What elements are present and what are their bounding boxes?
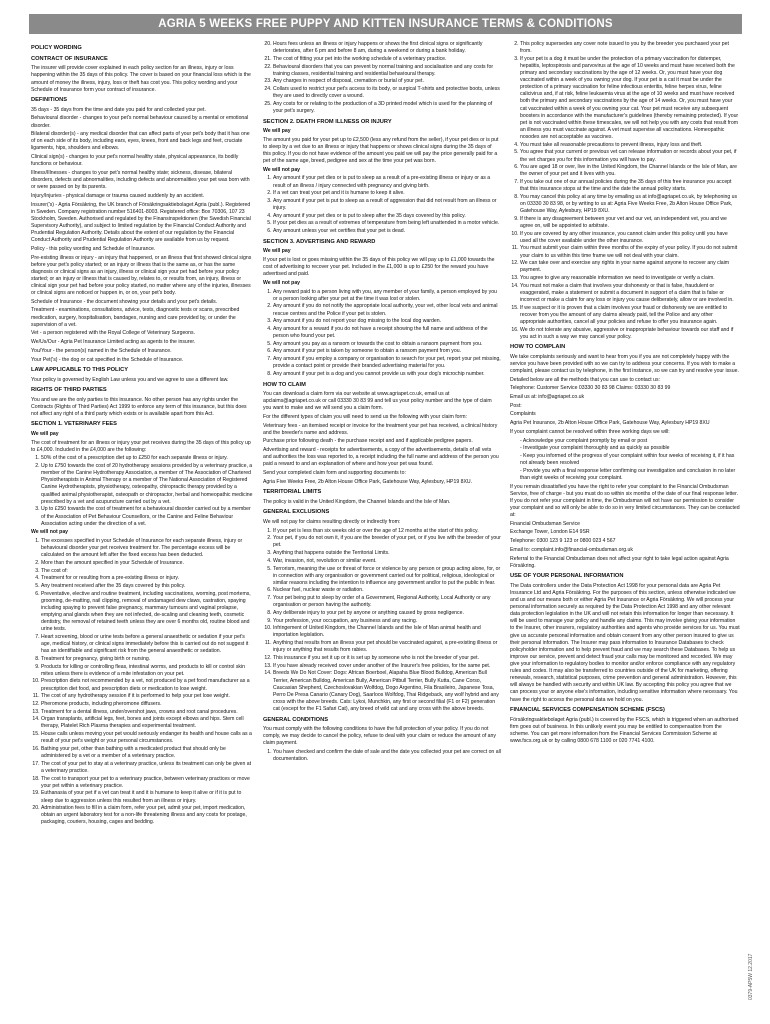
definition-item: Schedule of Insurance - the document showing your details and your pet's details. (31, 298, 218, 305)
exclusions-list (263, 528, 501, 713)
list-item: 11. The cost of any hydrotherapy session if it is performed to help your pet lose weight. (41, 693, 253, 700)
list-item: 4. Treatment for or resulting from a pre-existing illness or injury. (41, 575, 253, 582)
list-item: 6. Any amount if your pet is taken by someone to obtain a ransom payment from you. (273, 348, 501, 355)
list-item: 21. The cost of fitting your pet into the working schedule of a veterinary practice. (273, 56, 501, 63)
list-item: 20. Hours fees unless an illness or injury happens or shows the first clinical signs or significantly deteriorates, after 6 pm and before 8 am, during a weekend or during a bank holiday. (273, 41, 501, 55)
section2-will-pay-text: The amount you paid for your pet up to £2,500 (less any refund from the seller), if your pet dies or is put to sleep by a vet due to an illness or injury that happens or shows clinical signs during the 35 days of this policy. If you do not have evidence of the amount you paid we will pay the price generally paid for a pet of the same age, breed, pedigree and sex at the time your pet was born. (263, 136, 499, 165)
contract-heading: CONTRACT OF INSURANCE (31, 55, 108, 62)
fscs-heading: FINANCIAL SERVICES COMPENSATION SCHEME (FSCS) (510, 707, 665, 714)
section1-continued-list (263, 41, 501, 115)
list-item: 3. The cost of: (41, 568, 253, 575)
definition-item: We/Us/Our - Agria Pet Insurance Limited acting as agents to the insurer. (31, 339, 196, 346)
list-item: 3. If your pet is a dog it must be under the protection of a primary vaccination for distemper, hepatitis, leptospirosis and parvovirus at the age of 10 weeks and must have received both the primary and secondary vaccinations by the age of 12 weeks. Or, you must have your dog vaccinated within a week of you owning your dog. If your pet is a cat it must be under the protection of a primary vaccination for feline infectious enteritis, feline herpes virus, feline calicivirus and, if at risk, feline leukaemia virus at the age of 10 weeks and must have received both the primary and secondary vaccinations by the age of 14 weeks. Or, you must have your cat vaccinated within a week of you owning your cat. Your pet must receive any subsequent boosters in accordance with the manufacturer's guidelines (thereby remaining protected). If your pet is not vaccinated within these timescales, we will not help you with any costs that result from an illness you must vaccinate against. A vet must supervise all vaccinations. Homeopathic nosodes are not acceptable as vaccines. (520, 56, 740, 141)
list-item: 8. Any amount if your pet is a dog and you cannot provide us with your dog's microchip number. (273, 371, 501, 378)
list-item: 19. Euthanasia of your pet if a vet can treat it and it is humane to keep it alive or if it is put to sleep due to aggression unless this resulted from an illness or injury. (41, 790, 253, 804)
list-item: 6. Any amount unless your vet certifies that your pet is dead. (273, 228, 501, 235)
list-item: 22. Behavioural disorders that you can prevent by normal training and socialisation and any costs for training classes, residential training and residential behavioural therapy. (273, 64, 501, 78)
list-item: 5. If your pet dies as a result of extremes of temperature from being left unattended in a motor vehicle. (273, 220, 501, 227)
definition-item: Insurer('s) - Agria Försäkring, the UK branch of Försäkringsaktiebolaget Agria (publ.). Registered in Sweden. Company registration number 516401-8003. Registered office: Box 70306, 107 23 Stockholm, Sweden. Authorised and regulated by the Finansinspektionen (the Swedish Financial Supervisory Authority), and subject to limited regulation by the Financial Conduct Authority and Prudential Regulation Authority. Details about the extent of our regulation by the Financial Conduct Authority and Prudential Regulation Authority are available from us by request. (31, 201, 251, 244)
complain-post-label: Post: (510, 402, 522, 409)
list-item: 10. Prescription diets not recommended by a vet, not produced by a pet food manufacturer as a prescription diet food, and prescription diets or medication to lose weight. (41, 678, 253, 692)
list-item: 18. The cost to transport your pet to a veterinary practice, between veterinary practices or move your pet within a veterinary practice. (41, 776, 253, 790)
complain-text-1: We take complaints seriously and want to hear from you if you are not completely happy with the service you have been provided with so we can try to address your concerns. If you wish to make a complaint, please contact us by telephone, in the first instance, so we can try and resolve your issue. (510, 353, 739, 374)
exclusions-heading: GENERAL EXCLUSIONS (263, 509, 330, 516)
list-item: 14. You must not make a claim that involves your dishonesty or that is false, fraudulent or exaggerated, make a statement or submit a document in support of a claim that is false or incorrect or make a claim for any loss or injury you cause deliberately, allow or are involved in. (520, 283, 740, 304)
list-item: 1. 50% of the cost of a prescription diet up to £250 for each separate illness or injury. (41, 455, 253, 462)
claim-text-6: Send your completed claim form and supporting documents to: (263, 470, 406, 477)
conditions-list (263, 749, 501, 763)
conditions-heading: GENERAL CONDITIONS (263, 716, 328, 723)
list-item: 5. Any treatment received after the 35 days covered by this policy. (41, 583, 253, 590)
list-item: 1. Any reward paid to a person living with you, any member of your family, a person employed by you or a person looking after your pet at the time it was lost or stolen. (273, 289, 501, 303)
list-item: - Investigate your complaint thoroughly and as quickly as possible (520, 445, 740, 452)
list-item: 14. Breeds We Do Not Cover: Dogs: African Boerboel, Alapaha Blue Blood Bulldog, American Bull Terrier, American Bulldog, American Bully, American Pitbull Terrier, Bully Kutta, Cane Corso, Caucasian Shepherd, Czechoslovakian Wolfdog, Dogo Argentino, Fila Brasileiro, Japanese Tosa, Perro De Presa Canario (Canary Dog), Saarloos Wolfdog, Thai Ridgeback, any wolf hybrid and any cross with the above breeds. Cats: Lykoi, Munchkin, any first or second filial (F1 or F2) generation cat (except for the F1 Safari Cat), any breed of wild cat and any cross with the above breeds. (273, 670, 501, 713)
definition-item: Injury/Injuries - physical damage or trauma caused suddenly by an accident. (31, 192, 205, 199)
list-item: 16. Bathing your pet, other than bathing with a medicated product that should only be administered by a vet or a member of a veterinary practice. (41, 746, 253, 760)
complain-steps-list (510, 438, 740, 482)
list-item: 12. We can take over and exercise any rights in your name against anyone to recover any claim payment. (520, 260, 740, 274)
list-item: 13. Treatment for a dental illness, under/overshot jaws, crowns and root canal procedures. (41, 709, 253, 716)
list-item: 25. Any costs for or relating to the production of a 3D printed model which is used for the planning of your pet's surgery. (273, 101, 501, 115)
list-item: 1. Any amount if your pet dies or is put to sleep as a result of a pre-existing illness or injury or as a result of an illness / injury connected with pregnancy and giving birth. (273, 175, 501, 189)
territorial-text: The policy is valid in the United Kingdom, the Channel Islands and the Isle of Man. (263, 498, 451, 505)
section2-wont-pay-list (263, 175, 501, 235)
list-item: 2. This policy supersedes any cover note issued to you by the breeder you purchased your pet from. (520, 41, 740, 55)
list-item: - Keep you informed of the progress of your complaint within four weeks of receiving it, if it has not already been resolved (520, 453, 740, 467)
law-text: Your policy is governed by English Law unless you and we agree to use a different law. (31, 376, 229, 383)
list-item: 2. If a vet can treat your pet and it is humane to keep it alive. (273, 190, 501, 197)
definitions-list (31, 107, 253, 364)
personal-info-heading: USE OF YOUR PERSONAL INFORMATION (510, 573, 624, 580)
list-item: 2. Up to £750 towards the cost of 20 hydrotherapy sessions provided by a veterinary practice, a member of the Canine Hydrotherapy Association, a member of The Association of Chartered Physiotherapists in Animal Therapy or a member of The National Association of Registered Canine Hydrotherapists, physiotherapy, osteopathy, chiropractic therapy provided by a qualified animal physiotherapist, osteopath or chiropractor, herbal and homeopathic medicine prescribed by a vet and acupuncture carried out by a vet. (41, 463, 253, 506)
list-item: 3. Anything that happens outside the Territorial Limits. (273, 550, 501, 557)
section1-will-pay-text: The cost of treatment for an illness or injury your pet receives during the 35 days of this policy up to £4,000. Included in the £4,000 are the following: (31, 439, 251, 453)
complain-post-dept: Complaints (510, 411, 536, 418)
list-item: 8. Any deliberate injury to your pet by anyone or anything caused by gross negligence. (273, 610, 501, 617)
list-item: 5. Any amount you pay as a ransom or towards the cost to obtain a ransom payment from you. (273, 341, 501, 348)
list-item: 8. Treatment for pregnancy, giving birth or nursing. (41, 656, 253, 663)
list-item: 3. Up to £250 towards the cost of treatment for a behavioural disorder carried out by a member of the Association of Pet Behaviour Counsellors, or the Canine and Feline Behaviour Association acting under the direction of a vet. (41, 506, 253, 527)
list-item: 7. Your pet being put to sleep by order of a Government, Regional Authority, Local Authority or any organisation or person having the authority. (273, 595, 501, 609)
claim-text-3: Veterinary fees - an itemised receipt or invoice for the treatment your pet has received, a clinical history and the breeder's name and address. (263, 422, 498, 436)
list-item: 7. Heart screening, blood or urine tests before a general anaesthetic or sedation if your pet's age, medical history, or clinical signs immediately before this is carried out do not suggest it has an identifiable and significant risk from the general anaesthetic or sedation. (41, 634, 253, 655)
complain-post-address: Agria Pet Insurance, 2b Alton House Office Park, Gatehouse Way, Aylesbury HP19 8XU (510, 420, 710, 427)
definition-item: You/Your - the person(s) named in the Schedule of Insurance. (31, 347, 172, 354)
definition-item: 35 days - 35 days from the time and date you paid for and collected your pet. (31, 106, 206, 113)
territorial-heading: TERRITORIAL LIMITS (263, 489, 322, 496)
column-left (31, 41, 253, 828)
list-item: 5. You agree that your current or previous vet can release information or records about your pet, if the vet charges you for this information you will have to pay. (520, 149, 740, 163)
personal-info-text: The Data controllers under the Data Protection Act 1998 for your personal data are Agria Pet Insurance Ltd and Agria Försäkring. For the purposes of this section, unless otherwise indicated we and us and our means both or either Agria Pet Insurance or Agria Försäkring. We will process your personal information securely as required by the Data Protection Act 1998 and any other relevant data protection legislation in the UK and will not retain this information for longer than necessary. It will be used to manage your policy and handle any claims. This may involve giving your information to the Insurer, other insurers, regulatory authorities and agents who provide services for us. You must give us accurate personal information and obtain consent from any other person insured to give us their personal information. The Insurer may pass information to Insurance Databases to check policyholder information and to help prevent fraud and we may search these Databases. To help us improve our service, prevent and detect fraud your calls may be monitored and recorded. We may give your information to regulatory bodies to monitor and/or enforce compliance with any regulatory rules and codes. It may also be transferred to countries outside of the UK for marketing, offering renewals, research, statistical purposes, crime prevention and general administration. However, this will always be handled with security and within UK law. By accepting this policy you agree that we can process your or anyone else's information, including sensitive information where necessary. You have the right to access the personal data we hold on you. (510, 582, 740, 703)
definition-item: Vet - a person registered with the Royal College of Veterinary Surgeons. (31, 330, 196, 337)
fscs-text: Försäkringsaktiebolaget Agria (publ.) is covered by the FSCS, which is triggered when an authorised firm goes out of business. In this unlikely event you may be entitled to compensation from the scheme. You can get more information from the Financial Services Commission Scheme at www.fscs.org.uk or by calling 0800 678 1100 or 020 7741 4100. (510, 716, 739, 744)
list-item: 12. Pheromone products, including pheromone diffusers. (41, 701, 253, 708)
fos-name: Financial Ombudsman Service (510, 520, 580, 527)
list-item: 4. War, invasion, riot, revolution or similar event. (273, 558, 501, 565)
complain-phone: Telephone: Customer Service 03330 30 83 98 Claims: 03330 30 83 99 (510, 385, 671, 392)
list-item: - Acknowledge your complaint promptly by email or post (520, 438, 740, 445)
section3-heading: SECTION 3. ADVERTISING AND REWARD (263, 238, 376, 245)
list-item: 15. If we suspect or it is proven that a claim involves your fraud or dishonesty we are entitled to recover from you the amount of any claims already paid, tell the Police and any other appropriate authorities, cancel all your policies and refuse to offer you insurance again. (520, 305, 740, 326)
list-item: 2. Any amount if you do not notify the appropriate local authority, your vet, other local vets and animal rescue centres and the Police if your pet is stolen. (273, 303, 501, 317)
fos-address: Exchange Tower, London E14 9SR (510, 529, 590, 536)
definition-item: Policy - this policy wording and Schedule of Insurance. (31, 245, 156, 252)
document-code: 0379-AP5W 12.2017 (748, 953, 754, 1000)
list-item: 1. The excesses specified in your Schedule of Insurance for each separate illness, injury or behavioural disorder your pet receives treatment for. The percentage excess will be calculated on the amount left after the fixed excess has been deducted. (41, 538, 253, 559)
list-item: 7. If you take out one of our annual policies during the 35 days of this free insurance you accept that this insurance stops at the time and the date the annual policy starts. (520, 179, 740, 193)
list-item: 2. Your pet, if you do not own it, if you are the breeder of your pet, or if you live with the breeder of your pet. (273, 535, 501, 549)
list-item: 6. You are aged 18 or over, live in the United Kingdom, the Channel Islands or the Isle of Man, are the owner of your pet and it lives with you. (520, 164, 740, 178)
list-item: 10. Infringement of United Kingdom, the Channel Islands and the Isle of Man animal health and importation legislation. (273, 625, 501, 639)
list-item: 2. More than the amount specified in your Schedule of Insurance. (41, 560, 253, 567)
law-heading: LAW APPLICABLE TO THIS POLICY (31, 367, 129, 374)
exclusions-intro: We will not pay for claims resulting directly or indirectly from: (263, 518, 401, 525)
list-item: 23. Any charges in respect of disposal, cremation or burial of your pet. (273, 78, 501, 85)
list-item: 4. Any amount for a reward if you do not have a receipt showing the full name and address of the person who found your pet. (273, 326, 501, 340)
section1-wont-pay-list (31, 538, 253, 827)
section1-will-pay-heading: We will pay (31, 430, 59, 437)
list-item: 15. House calls unless moving your pet would seriously endanger its health and house calls as a result of your pet's weight or your personal circumstances. (41, 731, 253, 745)
conditions-intro: You must comply with the following conditions to have the full protection of your policy. If you do not comply, we may decide to cancel the policy, refuse to deal with your claim or reduce the amount of any claim payment. (263, 726, 496, 747)
conditions-continued-list (510, 41, 740, 341)
claim-text-2: For the different types of claim you will need to send us the following with your claim form: (263, 413, 467, 420)
list-item: 7. Any amount if you employ a company or organisation to search for your pet, report your pet missing, provide a contact point or provide their branded advertising material for you. (273, 356, 501, 370)
list-item: 6. Nuclear fuel, nuclear waste or radiation. (273, 587, 501, 594)
how-to-complain-heading: HOW TO COMPLAIN (510, 344, 566, 351)
list-item: 11. Anything that results from an illness your pet should be vaccinated against, a pre-existing illness or injury or anything that results from rabies. (273, 640, 501, 654)
complain-email: Email us at: info@agriapet.co.uk (510, 394, 585, 401)
policy-wording-heading: POLICY WORDING (31, 44, 82, 51)
page-title: AGRIA 5 WEEKS FREE PUPPY AND KITTEN INSURANCE TERMS & CONDITIONS (29, 14, 742, 34)
list-item: 4. You must take all reasonable precautions to prevent illness, injury loss and theft. (520, 142, 740, 149)
section1-will-pay-list (31, 455, 253, 527)
column-middle (263, 41, 501, 765)
section1-wont-pay-heading: We will not pay (31, 529, 69, 536)
claim-address: Agria Five Weeks Free, 2b Alton House Office Park, Gatehouse Way, Aylesbury, HP19 8XU. (263, 478, 473, 485)
complain-text-2: Detailed below are all the methods that you can use to contact us: (510, 376, 661, 383)
definition-item: Bilateral disorder(s) - any medical disorder that can affect parts of your pet's body that it has one of on each side of its body, including ears, eyes, knees, front and back legs and feet, cruciate ligaments, hips, shoulders and elbows. (31, 131, 250, 152)
section3-wont-pay-list (263, 289, 501, 378)
list-item: 14. Organ transplants, artificial legs, feet, bones and joints except elbows and hips. Stem cell therapy, Platelet Rich Plasma therapies and experimental treatment. (41, 716, 253, 730)
list-item: 13. You agree to give any reasonable information we need to investigate or verify a claim. (520, 275, 740, 282)
section2-wont-pay-heading: We will not pay (263, 166, 301, 173)
complain-text-4: If you remain dissatisfied you have the right to refer your complaint to the Financial Ombudsman Service, free of charge - but you must do so within six months of the date of our final response letter. If you do not refer your complaint in time, the Ombudsman will not have our permission to consider your complaint and so will only be able to do so in very limited circumstances. They can be contacted at: (510, 483, 740, 519)
section1-heading: SECTION 1. VETERINARY FEES (31, 421, 117, 428)
fos-email: Email to: complaint.info@financial-ombudsman.org.uk (510, 546, 633, 553)
list-item: 1. You have checked and confirm the date of sale and the date you collected your pet are correct on all documentation. (273, 749, 501, 763)
list-item: 3. Any amount if your pet is put to sleep as a result of aggression that did not result from an illness or injury. (273, 198, 501, 212)
column-right (510, 41, 740, 747)
definition-item: Treatment - examinations, consultations, advice, tests, diagnostic tests or scans, prescribed medication, surgery, hospitalisation, bandages, nursing and care provided by, or under the supervision of a vet. (31, 307, 240, 328)
contract-text: The insurer will provide cover explained in each policy section for an illness, injury or loss happening within the 35 days of this policy. The cover is based on your financial loss which is the amount of money the illness, injury, loss or theft has cost you. This policy wording and your Schedule of Insurance form your contract of insurance. (31, 65, 251, 93)
section3-will-pay-text: If your pet is lost or goes missing within the 35 days of this policy we will pay up to £1,000 towards the cost of advertising to recover your pet. Included in the £1,000 is up to £250 for the reward you have advertised and paid. (263, 256, 495, 278)
definitions-heading: DEFINITIONS (31, 97, 68, 104)
list-item: 9. Products for killing or controlling fleas, intestinal worms, and products to kill or control skin mites unless there is evidence of a mite infestation on your pet. (41, 664, 253, 678)
list-item: 13. If you have already received cover under another of the Insurer's free policies, for the same pet. (273, 663, 501, 670)
list-item: 9. Your profession, your occupation, any business and any racing. (273, 618, 501, 625)
list-item: 10. If you are covered by any other insurance, you cannot claim under this policy until you have used all the cover available under the other insurance. (520, 231, 740, 245)
list-item: 6. Preventative, elective and routine treatment, including vaccinations, worming, post mortems, grooming, de-matting, nail clipping, removal of undamaged dew claws, castration, spaying including spaying to prevent false pregnancy, mammary tumours and vaginal prolapse, emptying anal glands when they are not infected, de-scaling and cleaning teeth, cosmetic dentistry, the removal of retained teeth unless they are over 6 months old, routine blood and urine tests. (41, 591, 253, 634)
fos-phone: Telephone: 0300 123 9 123 or 0800 023 4 567 (510, 538, 616, 545)
section2-heading: SECTION 2. DEATH FROM ILLNESS OR INJURY (263, 118, 392, 125)
list-item: 24. Collars used to restrict your pet's access to its body, or surgical T-shirts and protective boots, unless they are used to directly cover a wound. (273, 86, 501, 100)
definition-item: Your Pet('s) - the dog or cat specified in the Schedule of Insurance. (31, 356, 184, 363)
complain-text-5: Referral to the Financial Ombudsman does not affect your right to take legal action against Agria Försäkring. (510, 555, 729, 569)
list-item: 9. If there is any disagreement between your vet and our vet, an independent vet, you and we agree on, will be appointed to arbitrate. (520, 216, 740, 230)
list-item: - Provide you with a final response letter confirming our investigation and conclusion in no later than eight weeks of receiving your complaint. (520, 468, 740, 482)
definition-item: Behavioural disorder - changes to your pet's normal behaviour caused by a mental or emotional disorder. (31, 115, 249, 129)
list-item: 5. Terrorism, meaning the use or threat of force or violence by any person or group acting alone, for, or in connection with any organisation or government carried out for political, religious, ideological or similar reasons including the intention to influence any government and/or to put the public in fear. (273, 566, 501, 587)
list-item: 20. Administration fees to fill in a claim form, refer your pet, admit your pet, import medication, obtain an urgent laboratory test for a non-life threatening illness and any costs for postage, packaging, couriers, housing, cages and bedding. (41, 805, 253, 826)
section3-wont-pay-heading: We will not pay (263, 279, 301, 286)
list-item: 16. We do not tolerate any abusive, aggressive or inappropriate behaviour towards our staff and if you act in such a way we may cancel your policy. (520, 327, 740, 341)
claim-text-4: Purchase price following death - the purchase receipt and and if applicable pedigree papers. (263, 438, 473, 445)
list-item: 4. Any amount if your pet dies or is put to sleep after the 35 days covered by this policy. (273, 213, 501, 220)
list-item: 3. Any amount if you do not report your dog missing to the local dog warden. (273, 318, 501, 325)
section3-will-pay-heading: We will pay (263, 248, 291, 255)
list-item: 12. This insurance if you set it up or it is set up by someone who is not the breeder of your pet. (273, 655, 501, 662)
list-item: 17. The cost of your pet to stay at a veterinary practice, unless its treatment can only be given at a veterinary practice. (41, 761, 253, 775)
definition-item: Clinical sign(s) - changes to your pet's normal healthy state, physical appearance, its bodily functions or behaviour. (31, 154, 239, 168)
list-item: 1. If your pet is less than six weeks old or over the age of 12 months at the start of this policy. (273, 528, 501, 535)
list-item: 11. You must submit your claim within three months of the expiry of your policy. If you do not submit your claim to us within this time frame we will not deal with your claim. (520, 245, 740, 259)
claim-text-1: You can download a claim form via our website at www.agriapet.co.uk, email us at apclaims@agriapet.co.uk or call 03330 30 83 99 and tell us your policy number and the type of claim you want to make and we will send you a claim form. (263, 391, 492, 412)
definition-item: Illness/Illnesses - changes to your pet's normal healthy state; sickness, disease, bilateral disorders, defects and abnormalities, including defects and abnormalities your pet was born with or were passed on by its parents. (31, 169, 250, 191)
complain-text-3: If your complaint cannot be resolved within three working days we will: (510, 428, 670, 435)
definition-item: Pre-existing illness or injury - an injury that happened, or an illness that first showed clinical signs before your pet's policy started; or an injury or illness that is the same as, or has the same diagnosis or clinical signs as an injury, illness or clinical sign your pet had before your policy started; or an injury or illness that is caused by, relates to, or results from, an injury, illness or clinical sign your pet had before your policy started, no matter where any of the injuries, illnesses or clinical signs are noticed or happen in, or on, your pet's body. (31, 254, 252, 297)
third-parties-text: You and we are the only parties to this insurance. No other person has any rights under the Contracts (Rights of Third Parties) Act 1999 to enforce any term of this insurance, but this does not affect any right of a third party which exists or is available apart from this Act. (31, 396, 247, 417)
third-parties-heading: RIGHTS OF THIRD PARTIES (31, 387, 107, 394)
list-item: 8. You may cancel this policy at any time by emailing us at info@agriapet.co.uk, by telephoning us on 03330 30 83 98, or by writing to us at: Agria Five Weeks Free, 2b Alton House Office Park, Gatehouse Way, Aylesbury, HP19 8XU. (520, 194, 740, 215)
how-to-claim-heading: HOW TO CLAIM (263, 381, 306, 388)
section2-will-pay-heading: We will pay (263, 128, 291, 135)
claim-text-5: Advertising and reward - receipts for advertisements, a copy of the advertisements, details of all vets and authorities the loss was reported to, a receipt including the full name and address of the person you paid a reward to and an explanation of where and how your pet was found. (263, 447, 499, 468)
